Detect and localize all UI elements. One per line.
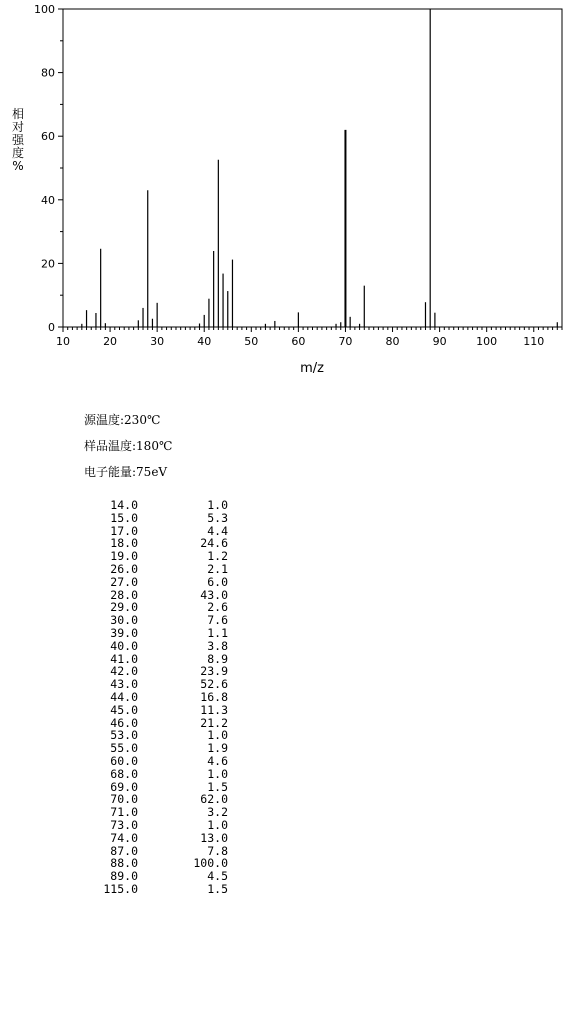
mz-value: 40.0 (110, 638, 138, 653)
mz-value: 41.0 (110, 651, 138, 666)
x-tick-label: 80 (385, 335, 400, 348)
x-tick-label: 70 (338, 335, 353, 348)
electron-energy: 电子能量:75eV (84, 465, 168, 479)
source-temperature: 源温度:230℃ (84, 413, 161, 427)
intensity-value: 7.8 (207, 843, 228, 858)
mz-value: 15.0 (110, 510, 138, 525)
table-row (70, 819, 228, 832)
x-tick-label: 100 (476, 335, 498, 348)
y-tick-label: 100 (34, 3, 55, 16)
table-row (70, 857, 228, 870)
y-tick-label: 80 (41, 66, 55, 80)
intensity-value: 5.3 (207, 510, 228, 525)
x-tick-label: 20 (103, 335, 118, 348)
table-row (70, 742, 228, 755)
mz-value: 19.0 (110, 549, 138, 564)
mz-value: 70.0 (110, 792, 138, 807)
intensity-value: 52.6 (200, 677, 228, 692)
y-axis-title-char: 对 (11, 120, 24, 134)
mz-value: 45.0 (110, 702, 138, 717)
intensity-value: 1.5 (207, 881, 228, 896)
x-tick-label: 90 (432, 335, 447, 348)
peak-bars (82, 9, 557, 327)
mz-value: 88.0 (110, 856, 138, 871)
table-row (70, 512, 228, 525)
table-row (70, 601, 228, 614)
mz-value: 74.0 (110, 830, 138, 845)
table-row (70, 550, 228, 563)
mz-value: 42.0 (110, 664, 138, 679)
intensity-value: 1.9 (207, 741, 228, 756)
x-tick-label: 10 (56, 335, 70, 348)
intensity-value: 1.1 (207, 625, 228, 640)
y-axis-title-char: 度 (11, 146, 24, 160)
x-tick-label: 110 (523, 335, 545, 348)
mz-value: 53.0 (110, 728, 138, 743)
intensity-value: 23.9 (200, 664, 228, 679)
mz-value: 39.0 (110, 625, 138, 640)
intensity-value: 11.3 (200, 702, 228, 717)
table-row (70, 883, 228, 896)
mz-value: 28.0 (110, 587, 138, 602)
intensity-value: 43.0 (200, 587, 228, 602)
intensity-value: 1.2 (207, 549, 228, 564)
table-row (70, 832, 228, 845)
y-axis-title-char: 强 (11, 133, 24, 147)
table-row (70, 704, 228, 717)
intensity-value: 2.6 (207, 600, 228, 615)
y-tick-label: 40 (41, 193, 55, 207)
mz-value: 46.0 (110, 715, 138, 730)
intensity-value: 6.0 (207, 574, 228, 589)
mz-value: 29.0 (110, 600, 138, 615)
intensity-value: 100.0 (193, 856, 228, 871)
mz-value: 71.0 (110, 805, 138, 820)
intensity-value: 8.9 (207, 651, 228, 666)
mz-value: 30.0 (110, 613, 138, 628)
intensity-value: 24.6 (200, 536, 228, 551)
mz-value: 26.0 (110, 561, 138, 576)
table-row (70, 755, 228, 768)
table-row (70, 589, 228, 602)
table-row (70, 729, 228, 742)
x-tick-label: 30 (150, 335, 165, 348)
table-row (70, 717, 228, 730)
intensity-value: 3.2 (207, 805, 228, 820)
table-row (70, 768, 228, 781)
y-axis-title (10, 108, 26, 173)
y-axis-title-char: 相 (11, 107, 24, 121)
intensity-value: 62.0 (200, 792, 228, 807)
intensity-value: 1.5 (207, 779, 228, 794)
mz-value: 17.0 (110, 523, 138, 538)
intensity-value: 7.6 (207, 613, 228, 628)
intensity-value: 2.1 (207, 561, 228, 576)
intensity-value: 16.8 (200, 689, 228, 704)
mz-value: 27.0 (110, 574, 138, 589)
table-row (70, 576, 228, 589)
plot-border (63, 9, 562, 327)
mz-value: 18.0 (110, 536, 138, 551)
y-tick-label: 0 (48, 321, 55, 334)
table-row (70, 537, 228, 550)
intensity-value: 1.0 (207, 817, 228, 832)
sample-temperature: 样品温度:180℃ (84, 439, 173, 453)
table-row (70, 627, 228, 640)
plot-frame (63, 9, 562, 327)
intensity-value: 4.4 (207, 523, 228, 538)
y-axis-title-char: % (12, 159, 24, 173)
mz-value: 68.0 (110, 766, 138, 781)
x-tick-label: 60 (291, 335, 306, 348)
axis-ticks (34, 3, 562, 348)
table-row (70, 806, 228, 819)
table-row (70, 793, 228, 806)
x-tick-label: 50 (244, 335, 259, 348)
intensity-value: 4.6 (207, 753, 228, 768)
mass-spectrum-chart (0, 0, 570, 380)
table-row (70, 870, 228, 883)
intensity-value: 13.0 (200, 830, 228, 845)
intensity-value: 4.5 (207, 869, 228, 884)
y-tick-label: 20 (41, 257, 55, 271)
intensity-value: 3.8 (207, 638, 228, 653)
x-axis-title: m/z (300, 361, 324, 376)
mz-value: 44.0 (110, 689, 138, 704)
intensity-value: 1.0 (207, 728, 228, 743)
table-row (70, 691, 228, 704)
mz-value: 87.0 (110, 843, 138, 858)
mz-value: 115.0 (103, 881, 138, 896)
mz-value: 89.0 (110, 869, 138, 884)
table-row (70, 499, 228, 512)
x-tick-label: 40 (197, 335, 212, 348)
table-row (70, 614, 228, 627)
intensity-value: 1.0 (207, 766, 228, 781)
y-tick-label: 60 (41, 130, 55, 144)
table-row (70, 563, 228, 576)
mz-value: 14.0 (110, 498, 138, 512)
intensity-value: 1.0 (207, 498, 228, 512)
mz-value: 73.0 (110, 817, 138, 832)
table-row (70, 640, 228, 653)
mz-value: 69.0 (110, 779, 138, 794)
intensity-value: 21.2 (200, 715, 228, 730)
mz-value: 43.0 (110, 677, 138, 692)
peak-list-table (70, 499, 228, 896)
mz-value: 60.0 (110, 753, 138, 768)
mz-value: 55.0 (110, 741, 138, 756)
